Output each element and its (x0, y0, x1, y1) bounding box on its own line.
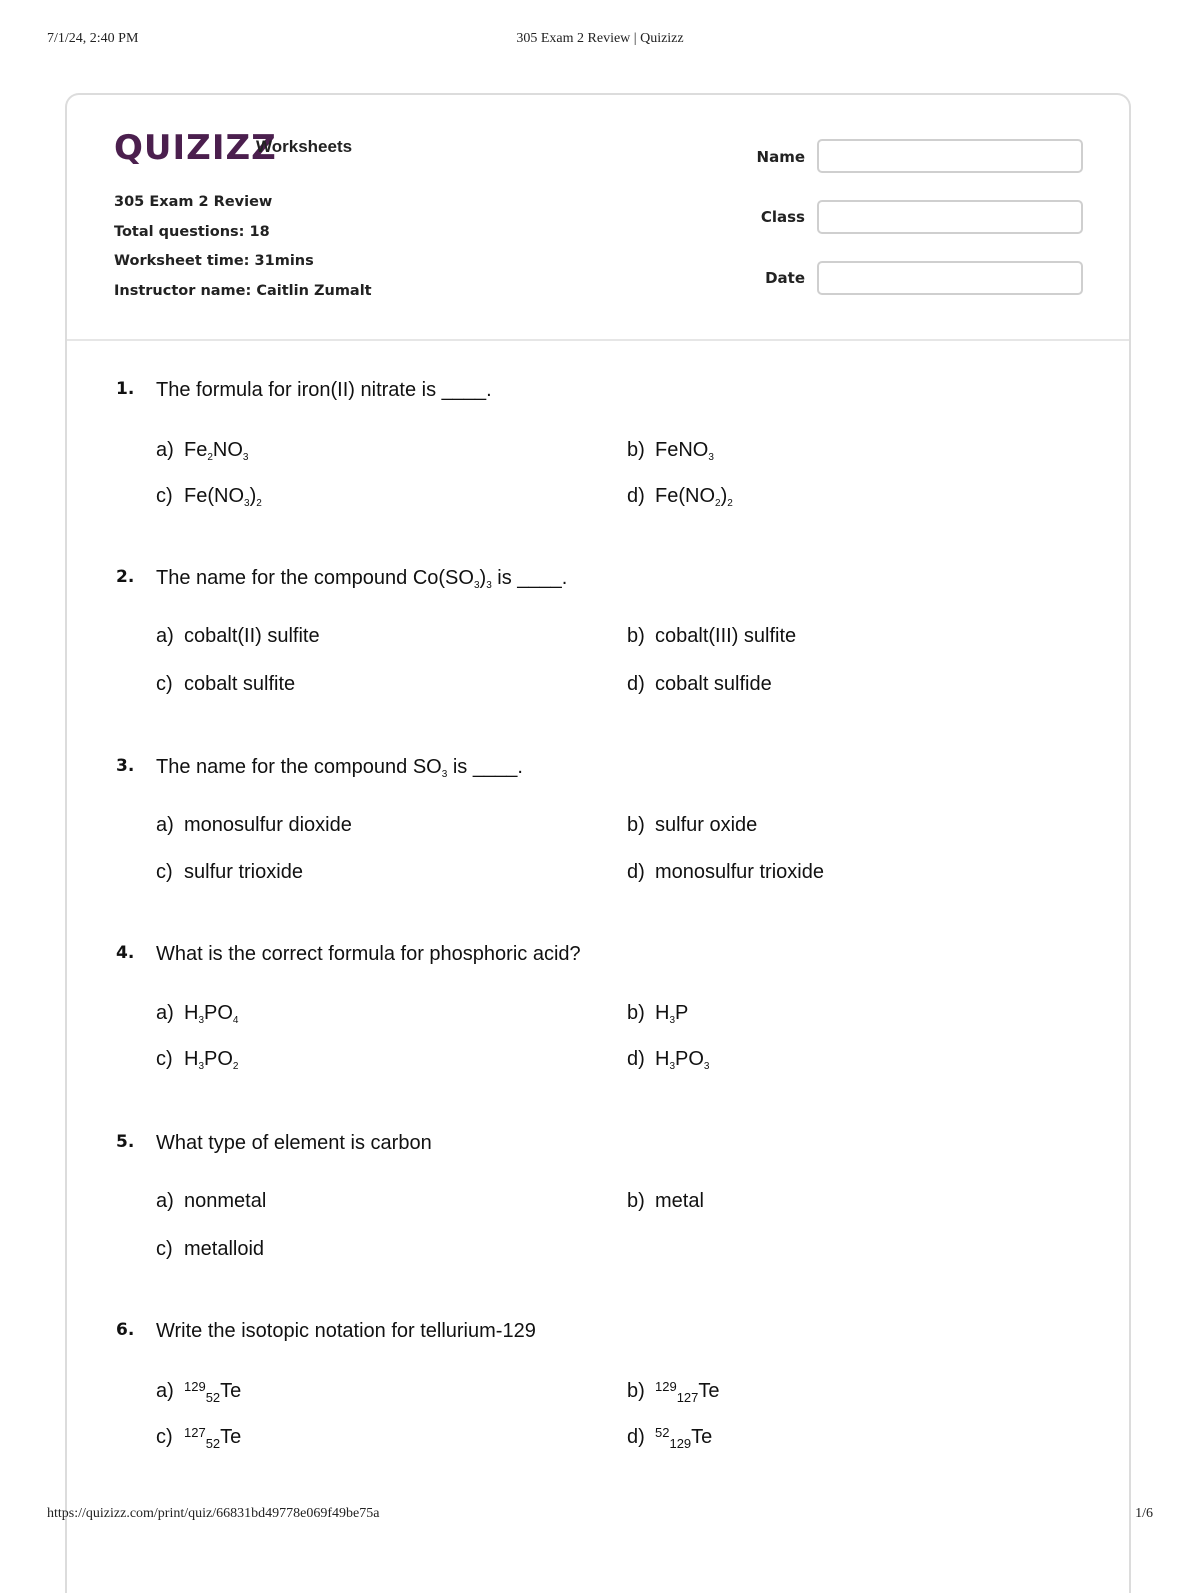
option-letter: a) (156, 1380, 174, 1402)
question-text: Write the isotopic notation for tellurium-129 (156, 1320, 536, 1342)
worksheet-title: 305 Exam 2 Review (114, 194, 273, 210)
option-letter: a) (156, 1190, 174, 1212)
print-page-title: 305 Exam 2 Review | Quizizz (516, 31, 684, 46)
option-c[interactable] (156, 1048, 238, 1072)
question-text (156, 567, 567, 591)
instructor-name: Instructor name: Caitlin Zumalt (114, 282, 372, 299)
option-text: cobalt sulfide (655, 673, 772, 695)
option-text: metalloid (184, 1238, 265, 1260)
formula-subscript: 2 (256, 498, 262, 509)
option-letter: b) (627, 439, 645, 461)
formula-part: Fe(NO (184, 485, 244, 507)
formula-subscript: 3 (473, 580, 480, 591)
question-number: 4. (116, 943, 135, 963)
mass-number: 129 (184, 1379, 206, 1394)
option-b[interactable] (627, 1190, 704, 1213)
option-a[interactable] (156, 1190, 266, 1213)
formula-part: ) (249, 485, 257, 507)
element-symbol: Te (220, 1380, 242, 1402)
formula-subscript: 3 (242, 452, 249, 463)
option-b[interactable] (627, 625, 796, 648)
mass-number: 127 (184, 1425, 206, 1440)
option-letter: b) (627, 814, 645, 836)
option-text: cobalt(II) sulfite (184, 625, 320, 647)
formula-part: P (675, 1002, 689, 1024)
option-b[interactable] (627, 439, 714, 463)
logo-subtitle: Worksheets (256, 137, 353, 156)
formula-subscript: 2 (715, 498, 721, 509)
formula-subscript: 2 (727, 498, 733, 509)
option-b[interactable] (627, 1379, 720, 1405)
class-label: Class (760, 208, 805, 226)
formula-part: The name for the compound SO (156, 756, 442, 778)
option-letter: a) (156, 1002, 174, 1024)
option-letter: d) (627, 1048, 645, 1070)
formula-subscript: 4 (232, 1015, 239, 1026)
question-text: What type of element is carbon (156, 1132, 432, 1154)
atomic-number: 52 (205, 1436, 221, 1451)
element-symbol: Te (691, 1426, 713, 1448)
option-letter: c) (156, 673, 173, 695)
option-letter: c) (156, 485, 173, 507)
option-letter: a) (156, 625, 174, 647)
option-b[interactable] (627, 1002, 688, 1026)
mass-number: 52 (655, 1425, 670, 1440)
atomic-number: 52 (205, 1390, 221, 1405)
worksheet-card (65, 93, 1131, 1593)
option-d[interactable] (627, 673, 772, 696)
name-field[interactable] (817, 139, 1083, 173)
formula-subscript: 3 (669, 1061, 676, 1072)
formula-subscript: 3 (669, 1015, 676, 1026)
option-letter: d) (627, 1426, 645, 1448)
total-questions: Total questions: 18 (114, 223, 270, 240)
class-field[interactable] (817, 200, 1083, 234)
option-letter: b) (627, 625, 645, 647)
formula-part: H (184, 1002, 199, 1024)
formula-part: is ____. (491, 567, 568, 589)
option-text: cobalt sulfite (184, 673, 296, 695)
formula-part: NO (212, 439, 243, 461)
formula-subscript: 3 (708, 452, 714, 463)
option-c[interactable] (156, 1425, 241, 1451)
option-letter: d) (627, 485, 645, 507)
worksheet-meta (114, 192, 372, 310)
page-number: 1/6 (1135, 1506, 1153, 1521)
formula-part: ) (479, 567, 487, 589)
option-letter: a) (156, 439, 174, 461)
worksheet-time: Worksheet time: 31mins (114, 253, 314, 269)
question-number: 1. (116, 379, 135, 399)
print-url: https://quizizz.com/print/quiz/66831bd49778e069f49be75a (47, 1506, 380, 1521)
date-label: Date (765, 269, 805, 287)
question-number: 6. (116, 1320, 135, 1340)
formula-subscript: 3 (198, 1061, 205, 1072)
formula-part: FeNO (655, 439, 709, 461)
option-b[interactable] (627, 814, 757, 837)
formula-part: ) (720, 485, 728, 507)
question-text: The formula for iron(II) nitrate is ____. (156, 379, 492, 401)
option-c[interactable] (156, 1238, 264, 1261)
option-a[interactable] (156, 625, 320, 648)
question-number: 5. (116, 1132, 135, 1152)
worksheet-header (67, 95, 1129, 341)
date-field[interactable] (817, 261, 1083, 295)
option-c[interactable] (156, 861, 303, 884)
option-d[interactable] (627, 1048, 709, 1072)
option-a[interactable] (156, 439, 248, 463)
formula-subscript: 3 (441, 769, 448, 780)
option-letter: d) (627, 673, 645, 695)
option-c[interactable] (156, 673, 295, 696)
formula-subscript: 3 (198, 1015, 205, 1026)
formula-part: H (184, 1048, 199, 1070)
option-letter: d) (627, 861, 645, 883)
question-text (156, 756, 523, 780)
option-d[interactable] (627, 861, 824, 884)
option-text: sulfur oxide (655, 814, 758, 836)
option-letter: c) (156, 861, 173, 883)
formula-subscript: 2 (232, 1061, 239, 1072)
option-d[interactable] (627, 1425, 712, 1451)
formula-part: Fe (184, 439, 208, 461)
option-text: nonmetal (184, 1190, 267, 1212)
formula-subscript: 3 (244, 498, 250, 509)
formula-part: PO (675, 1048, 704, 1070)
quizizz-logo: QUIZIZZ (114, 128, 277, 168)
option-a[interactable] (156, 1379, 241, 1405)
atomic-number: 129 (669, 1436, 692, 1451)
option-text: metal (655, 1190, 704, 1212)
formula-part: Fe(NO (655, 485, 715, 507)
question-number: 3. (116, 756, 135, 776)
formula-part: PO (204, 1048, 233, 1070)
element-symbol: Te (698, 1380, 720, 1402)
option-letter: b) (627, 1380, 645, 1402)
question-number: 2. (116, 567, 135, 587)
option-letter: a) (156, 814, 174, 836)
formula-part: The name for the compound Co(SO (156, 567, 474, 589)
option-a[interactable] (156, 814, 352, 837)
atomic-number: 127 (676, 1390, 699, 1405)
option-d[interactable] (627, 485, 733, 509)
print-header (47, 31, 1153, 49)
element-symbol: Te (220, 1426, 242, 1448)
option-letter: c) (156, 1238, 173, 1260)
formula-subscript: 3 (486, 580, 492, 591)
formula-part: is ____. (447, 756, 523, 778)
option-c[interactable] (156, 485, 262, 509)
option-text: cobalt(III) sulfite (655, 625, 797, 647)
print-footer (47, 1506, 1153, 1524)
option-text: sulfur trioxide (184, 861, 303, 883)
mass-number: 129 (655, 1379, 677, 1394)
formula-subscript: 3 (703, 1061, 710, 1072)
question-text: What is the correct formula for phosphoric acid? (156, 943, 581, 965)
formula-part: PO (204, 1002, 233, 1024)
option-text: monosulfur dioxide (184, 814, 352, 836)
formula-subscript: 2 (207, 452, 213, 463)
option-letter: c) (156, 1048, 173, 1070)
option-letter: b) (627, 1190, 645, 1212)
formula-part: H (655, 1002, 670, 1024)
print-datetime: 7/1/24, 2:40 PM (47, 31, 139, 46)
option-text: monosulfur trioxide (655, 861, 824, 883)
name-label: Name (756, 148, 805, 166)
option-letter: b) (627, 1002, 645, 1024)
formula-part: H (655, 1048, 670, 1070)
option-a[interactable] (156, 1002, 238, 1026)
option-letter: c) (156, 1426, 173, 1448)
